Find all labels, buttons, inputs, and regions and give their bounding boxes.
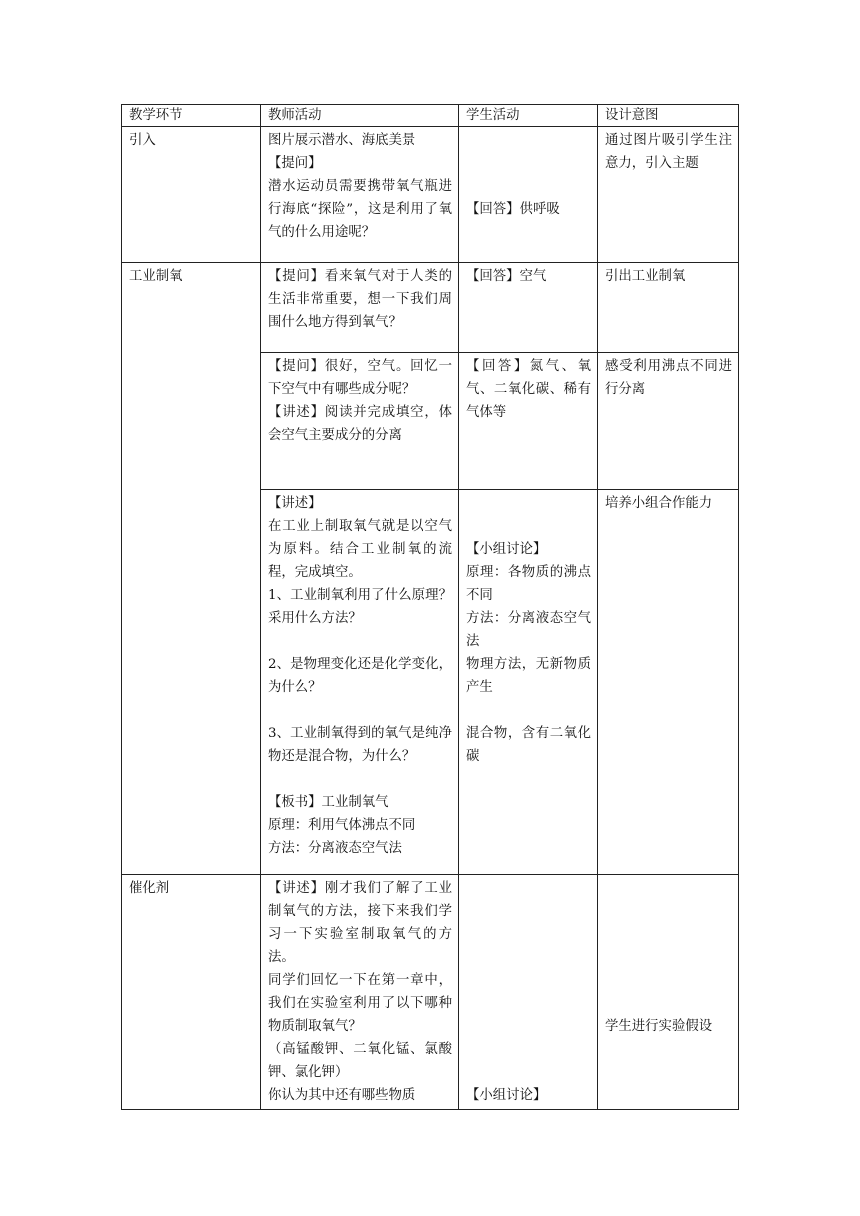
- student-cell: [459, 127, 598, 263]
- student-text: 【回答】氮气、氧气、二氧化碳、稀有气体等: [466, 359, 591, 420]
- stage-text: 引入: [129, 133, 156, 148]
- table-row-industrial-1: [122, 263, 739, 353]
- teacher-text: 【提问】看来氧气对于人类的生活非常重要，想一下我们周围什么地方得到氧气？: [268, 269, 452, 330]
- table-header-row: [122, 105, 739, 127]
- teacher-text: 【讲述】 在工业上制取氧气就是以空气为原料。结合工业制氧的流程，完成填空。 1、工业制氧利用了什么原理？采用什么方法？ 2、是物理变化还是化学变化，为什么？ 3、工业制氧得到的氧气是纯净物还是混合物，为什么？ 【板书】工业制氧气 原理：利用气体沸点不同 方法：分离液态空气法: [268, 496, 452, 856]
- student-text: 【回答】供呼吸: [466, 202, 560, 217]
- teacher-cell: [261, 875, 459, 1110]
- lesson-plan-table: [121, 104, 739, 1110]
- stage-text: 工业制氧: [129, 269, 183, 284]
- student-cell: [459, 490, 598, 875]
- stage-cell: [122, 127, 261, 263]
- student-text: 【小组讨论】 原理：各物质的沸点不同 方法：分离液态空气法 物理方法，无新物质产生 混合物，含有二氧化碳: [466, 542, 591, 764]
- intent-text: 培养小组合作能力: [605, 496, 713, 511]
- intent-text: 通过图片吸引学生注意力，引入主题: [605, 133, 732, 171]
- teacher-cell: [261, 353, 459, 490]
- header-student-activity: 学生活动: [459, 105, 598, 127]
- teacher-text: 【讲述】刚才我们了解了工业制氧气的方法，接下来我们学习一下实验室制取氧气的方法。 同学们回忆一下在第一章中，我们在实验室利用了以下哪种物质制取氧气？ （高锰酸钾、二氧化锰、氯酸钾、氯化钾） 你认为其中还有哪些物质: [268, 881, 452, 1103]
- intent-text: 感受利用沸点不同进行分离: [605, 359, 732, 397]
- teacher-text: 【提问】很好，空气。回忆一下空气中有哪些成分呢？ 【讲述】阅读并完成填空，体会空气主要成分的分离: [268, 359, 452, 443]
- student-cell: [459, 353, 598, 490]
- table-row-catalyst: [122, 875, 739, 1110]
- intent-cell: [598, 353, 739, 490]
- student-text: 【回答】空气: [466, 269, 547, 284]
- student-cell: [459, 875, 598, 1110]
- header-teacher-activity: 教师活动: [261, 105, 459, 127]
- teacher-text: 图片展示潜水、海底美景 【提问】 潜水运动员需要携带氧气瓶进行海底“探险”，这是利用了氧气的什么用途呢？: [268, 133, 452, 240]
- intent-cell: [598, 263, 739, 353]
- intent-text: 学生进行实验假设: [605, 1019, 713, 1034]
- student-cell: [459, 263, 598, 353]
- intent-cell: [598, 127, 739, 263]
- intent-text: 引出工业制氧: [605, 269, 686, 284]
- stage-cell: [122, 263, 261, 875]
- table-row-intro: [122, 127, 739, 263]
- teacher-cell: [261, 127, 459, 263]
- header-stage: 教学环节: [122, 105, 261, 127]
- student-text: 【小组讨论】: [466, 1088, 547, 1103]
- intent-cell: [598, 490, 739, 875]
- stage-cell: [122, 875, 261, 1110]
- intent-cell: [598, 875, 739, 1110]
- stage-text: 催化剂: [129, 881, 170, 896]
- header-design-intent: 设计意图: [598, 105, 739, 127]
- teacher-cell: [261, 490, 459, 875]
- teacher-cell: [261, 263, 459, 353]
